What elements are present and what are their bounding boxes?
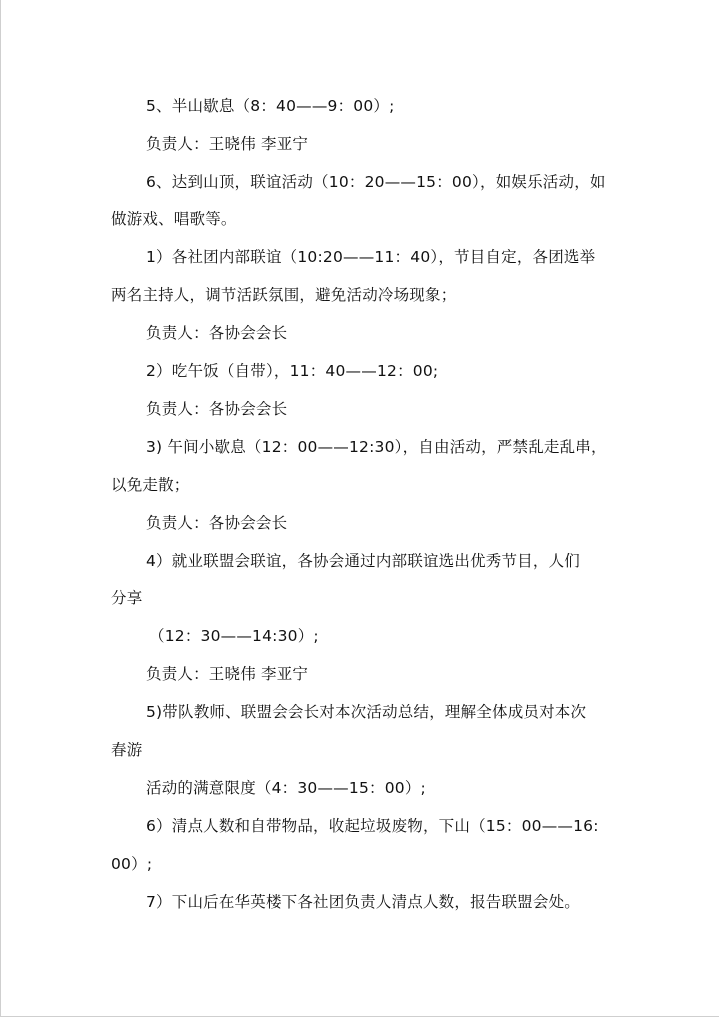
text-line-4: 做游戏、唱歌等。 — [111, 210, 237, 228]
text-line-19: 活动的满意限度（4：30——15：00）; — [146, 779, 426, 797]
text-line-5: 1）各社团内部联谊（10:20——11：40），节目自定，各团选举 — [146, 248, 596, 266]
text-line-12: 负责人：各协会会长 — [146, 514, 288, 532]
text-line-22: 7）下山后在华英楼下各社团负责人清点人数，报告联盟会处。 — [146, 893, 580, 911]
text-line-21: 00）; — [111, 855, 153, 873]
text-line-14: 分享 — [111, 589, 143, 607]
text-line-13: 4）就业联盟会联谊，各协会通过内部联谊选出优秀节目，人们 — [146, 552, 580, 570]
text-line-11: 以免走散； — [111, 476, 190, 494]
text-line-6: 两名主持人，调节活跃氛围，避免活动冷场现象； — [111, 286, 457, 304]
text-line-1: 5、半山歇息（8：40——9：00）; — [146, 97, 395, 115]
text-line-9: 负责人：各协会会长 — [146, 400, 288, 418]
text-line-2: 负责人：王晓伟 李亚宁 — [146, 135, 309, 153]
text-line-17: 5)带队教师、联盟会会长对本次活动总结，理解全体成员对本次 — [146, 703, 587, 721]
text-line-10: 3) 午间小歇息（12：00——12:30），自由活动，严禁乱走乱串， — [146, 438, 607, 456]
text-line-18: 春游 — [111, 741, 143, 759]
text-line-3: 6、达到山顶，联谊活动（10：20——15：00），如娱乐活动，如 — [146, 173, 606, 191]
text-line-16: 负责人：王晓伟 李亚宁 — [146, 665, 309, 683]
text-line-15: （12：30——14:30）; — [149, 627, 319, 645]
text-line-8: 2）吃午饭（自带），11：40——12：00; — [146, 362, 439, 380]
text-line-7: 负责人：各协会会长 — [146, 324, 288, 342]
text-line-20: 6）清点人数和自带物品，收起垃圾废物，下山（15：00——16: — [146, 817, 599, 835]
